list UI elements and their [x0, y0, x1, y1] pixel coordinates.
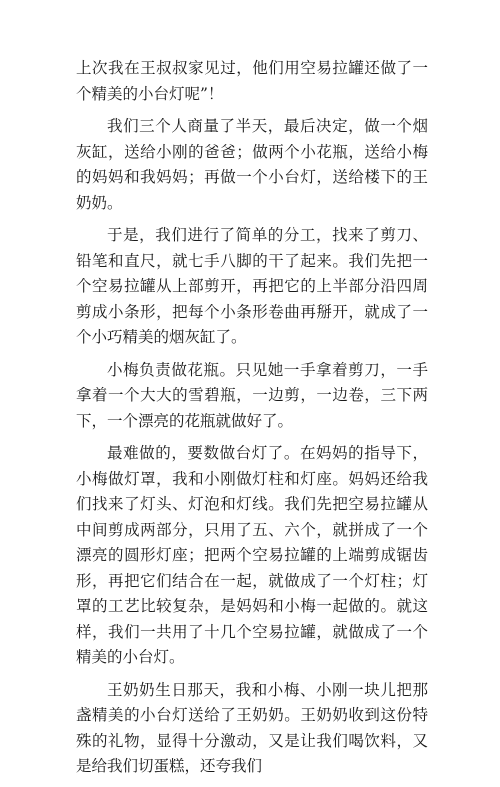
paragraph-3: 于是，我们进行了简单的分工，找来了剪刀、铅笔和直尺，就七手八脚的干了起来。我们先把一个空易拉罐从上部剪开，再把它的上半部分沿四周剪成小条形，把每个小条形卷曲再掰开，就成了一个小巧精美的烟灰缸了。	[76, 226, 428, 346]
paragraph-2: 我们三个人商量了半天，最后决定，做一个烟灰缸，送给小刚的爸爸；做两个小花瓶，送给小梅的妈妈和我妈妈；再做一个小台灯，送给楼下的王奶奶。	[76, 117, 428, 212]
paragraph-4: 小梅负责做花瓶。只见她一手拿着剪刀，一手拿着一个大大的雪碧瓶，一边剪，一边卷，三下两下，一个漂亮的花瓶就做好了。	[76, 360, 428, 430]
document-page	[76, 56, 428, 787]
paragraph-5: 最难做的，要数做台灯了。在妈妈的指导下，小梅做灯罩，我和小刚做灯柱和灯座。妈妈还给我们找来了灯头、灯泡和灯线。我们先把空易拉罐从中间剪成两部分，只用了五、六个，就拼成了一个漂亮的圆形灯座；把两个空易拉罐的上端剪成锯齿形，再把它们结合在一起，就做成了一个灯柱；灯罩的工艺比较复杂，是妈妈和小梅一起做的。就这样，我们一共用了十几个空易拉罐，就做成了一个精美的小台灯。	[76, 444, 428, 666]
paragraph-6: 王奶奶生日那天，我和小梅、小刚一块儿把那盏精美的小台灯送给了王奶奶。王奶奶收到这份特殊的礼物，显得十分激动，又是让我们喝饮料，又是给我们切蛋糕，还夸我们	[76, 680, 428, 775]
paragraph-1: 上次我在王叔叔家见过，他们用空易拉罐还做了一个精美的小台灯呢”！	[76, 59, 428, 103]
